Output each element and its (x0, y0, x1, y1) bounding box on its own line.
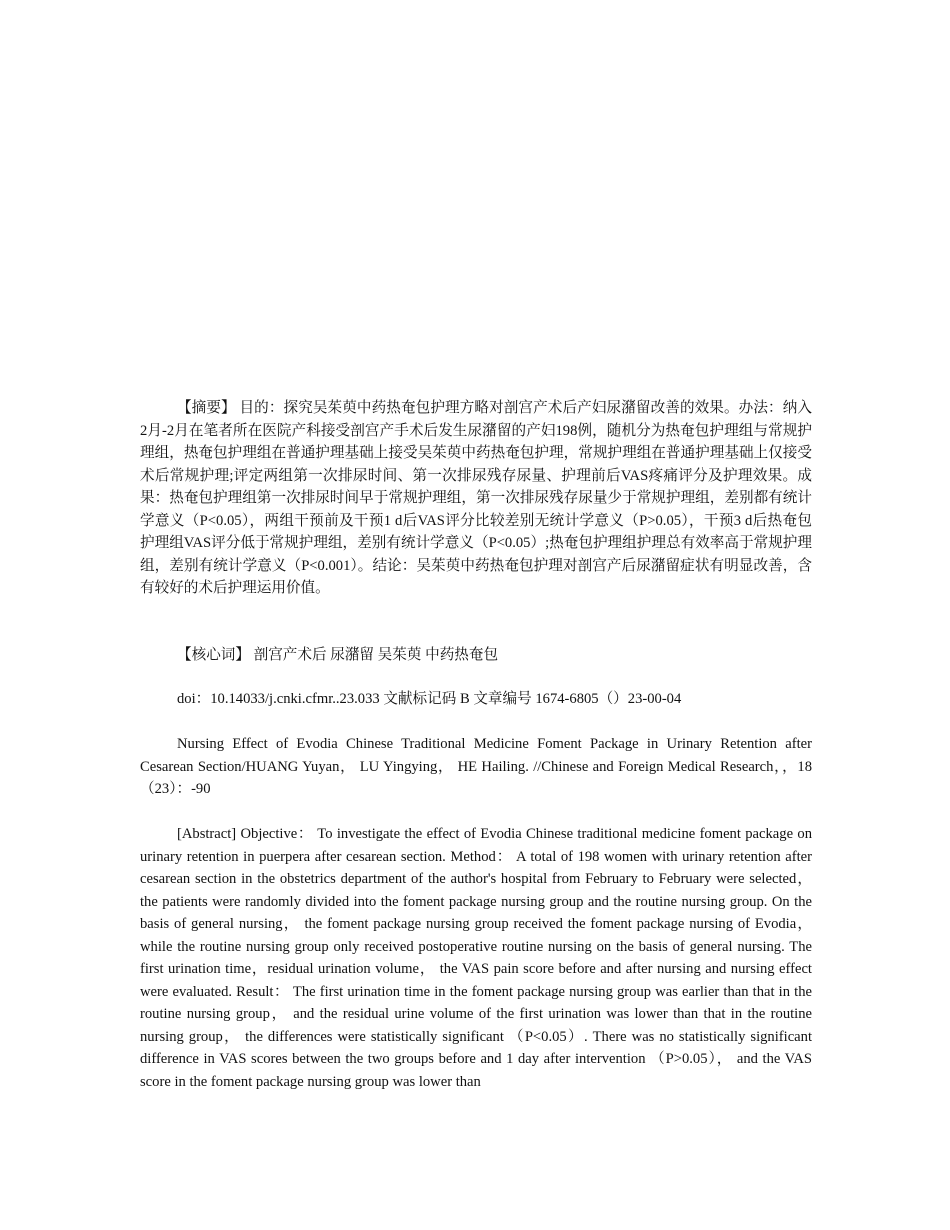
abstract-en: [Abstract] Objective： To investigate the effect of Evodia Chinese traditional medicine foment package on urinary retention in puerpera after cesarean section. Method： A total of 198 women with urinary retention after cesarean section in the obstetrics department of the author's hospital from February to February were selected， the patients were randomly divided into the foment package nursing group and the routine nursing group. On the basis of general nursing， the foment package nursing group received the foment package nursing of Evodia， while the routine nursing group only received postoperative routine nursing on the basis of general nursing. The first urination time，residual urination volume， the VAS pain score before and after nursing and nursing effect were evaluated. Result： The first urination time in the foment package nursing group was earlier than that in the routine nursing group， and the residual urine volume of the first urination was lower than that in the routine nursing group， the differences were statistically significant （P<0.05）. There was no statistically significant difference in VAS scores between the two groups before and 1 day after intervention （P>0.05）， and the VAS score in the foment package nursing group was lower than (140, 826, 812, 1090)
doi-line: doi：10.14033/j.cnki.cfmr..23.033 文献标记码 B 文章编号 1674-6805（）23-00-04 (177, 691, 682, 707)
keywords-cn: 【核心词】 剖宫产术后 尿潴留 吴茱萸 中药热奄包 (177, 647, 499, 663)
abstract-cn: 【摘要】 目的：探究吴茱萸中药热奄包护理方略对剖宫产术后产妇尿潴留改善的效果。办法：纳入2月-2月在笔者所在医院产科接受剖宫产手术后发生尿潴留的产妇198例，随机分为热奄包护理组与常规护理组，热奄包护理组在普通护理基础上接受吴茱萸中药热奄包护理，常规护理组在普通护理基础上仅接受术后常规护理;评定两组第一次排尿时间、第一次排尿残存尿量、护理前后VAS疼痛评分及护理效果。成果：热奄包护理组第一次排尿时间早于常规护理组，第一次排尿残存尿量少于常规护理组，差别都有统计学意义（P<0.05），两组干预前及干预1 d后VAS评分比较差别无统计学意义（P>0.05），干预3 d后热奄包护理组VAS评分低于常规护理组，差别有统计学意义（P<0.05）;热奄包护理组护理总有效率高于常规护理组，差别有统计学意义（P<0.001）。结论：吴茱萸中药热奄包护理对剖宫产后尿潴留症状有明显改善，含有较好的术后护理运用价值。 (140, 400, 812, 596)
title-en: Nursing Effect of Evodia Chinese Traditional Medicine Foment Package in Urinary Retention after Cesarean Section/HUANG Yuyan， LU Yingying， HE Hailing. //Chinese and Foreign Medical Research，，18（23）：-90 (140, 736, 812, 797)
